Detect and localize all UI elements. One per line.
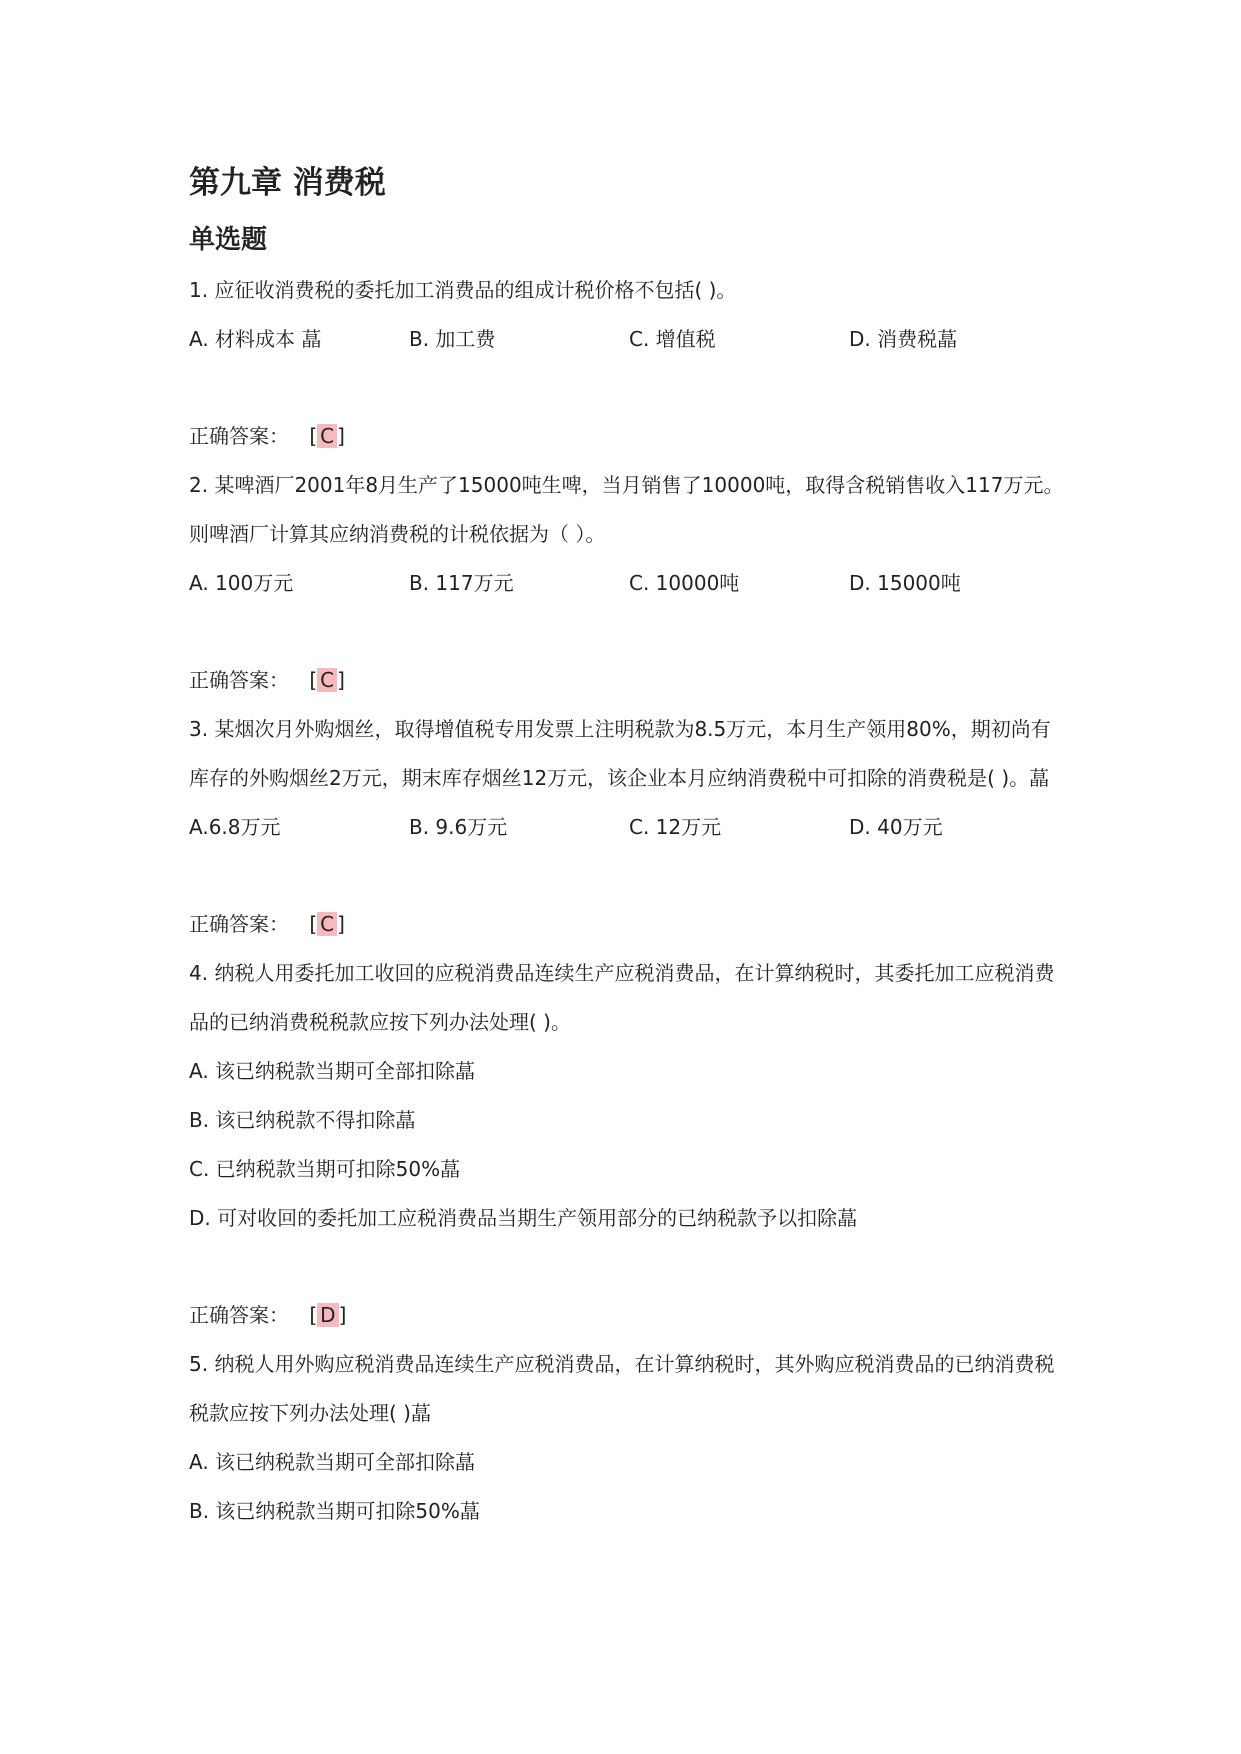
option-d: D. 消费税蕌 bbox=[849, 327, 958, 351]
question-block bbox=[189, 949, 1069, 1340]
options-row bbox=[189, 559, 1069, 608]
answer-value: C bbox=[317, 912, 337, 936]
question-block bbox=[189, 266, 1069, 461]
answer-line bbox=[189, 656, 1069, 705]
answer-label: 正确答案： bbox=[189, 1303, 289, 1327]
option-d: D. 15000吨 bbox=[849, 571, 961, 595]
option-d: D. 40万元 bbox=[849, 815, 943, 839]
answer-value: C bbox=[317, 424, 337, 448]
answer-key: [ D ] bbox=[309, 1303, 347, 1327]
option-c: C. 10000吨 bbox=[629, 571, 740, 595]
option-c: C. 12万元 bbox=[629, 815, 722, 839]
option-c: C. 增值税 bbox=[629, 327, 716, 351]
option-d: D. 可对收回的委托加工应税消费品当期生产领用部分的已纳税款予以扣除蕌 bbox=[189, 1206, 858, 1230]
question-block bbox=[189, 1340, 1069, 1536]
option-a: A. 该已纳税款当期可全部扣除蕌 bbox=[189, 1450, 476, 1474]
document-page bbox=[189, 160, 1069, 1536]
option-b: B. 该已纳税款当期可扣除50%蕌 bbox=[189, 1499, 480, 1523]
answer-label: 正确答案： bbox=[189, 668, 289, 692]
options-row bbox=[189, 315, 1069, 364]
option-b: B. 加工费 bbox=[409, 327, 496, 351]
question-text: 5. 纳税人用外购应税消费品连续生产应税消费品，在计算纳税时，其外购应税消费品的已纳消费税税款应按下列办法处理( )蕌 bbox=[189, 1352, 1055, 1425]
question-block bbox=[189, 705, 1069, 949]
answer-key: [ C ] bbox=[309, 668, 345, 692]
option-c: C. 已纳税款当期可扣除50%蕌 bbox=[189, 1157, 461, 1181]
question-text: 2. 某啤酒厂2001年8月生产了15000吨生啤，当月销售了10000吨，取得含税销售收入117万元。则啤酒厂计算其应纳消费税的计税依据为（ ）。 bbox=[189, 473, 1064, 546]
option-b: B. 117万元 bbox=[409, 571, 514, 595]
options-row bbox=[189, 803, 1069, 852]
section-title: 单选题 bbox=[189, 225, 268, 255]
answer-value: D bbox=[317, 1303, 338, 1327]
answer-key: [ C ] bbox=[309, 424, 345, 448]
option-b: B. 该已纳税款不得扣除蕌 bbox=[189, 1108, 416, 1132]
answer-line bbox=[189, 1291, 1069, 1340]
answer-line bbox=[189, 412, 1069, 461]
option-a: A. 材料成本 蕌 bbox=[189, 327, 322, 351]
option-b: B. 9.6万元 bbox=[409, 815, 508, 839]
question-text: 3. 某烟次月外购烟丝，取得增值税专用发票上注明税款为8.5万元，本月生产领用80%，期初尚有库存的外购烟丝2万元，期末库存烟丝12万元，该企业本月应纳消费税中可扣除的消费税是( )。蕌 bbox=[189, 717, 1051, 790]
option-a: A.6.8万元 bbox=[189, 815, 281, 839]
answer-line bbox=[189, 900, 1069, 949]
question-text: 4. 纳税人用委托加工收回的应税消费品连续生产应税消费品，在计算纳税时，其委托加工应税消费品的已纳消费税税款应按下列办法处理( )。 bbox=[189, 961, 1055, 1034]
answer-label: 正确答案： bbox=[189, 912, 289, 936]
answer-key: [ C ] bbox=[309, 912, 345, 936]
answer-value: C bbox=[317, 668, 337, 692]
chapter-title: 第九章 消费税 bbox=[189, 165, 386, 201]
answer-label: 正确答案： bbox=[189, 424, 289, 448]
option-a: A. 该已纳税款当期可全部扣除蕌 bbox=[189, 1059, 476, 1083]
question-block bbox=[189, 461, 1069, 705]
option-a: A. 100万元 bbox=[189, 571, 294, 595]
question-text: 1. 应征收消费税的委托加工消费品的组成计税价格不包括( )。 bbox=[189, 278, 737, 302]
